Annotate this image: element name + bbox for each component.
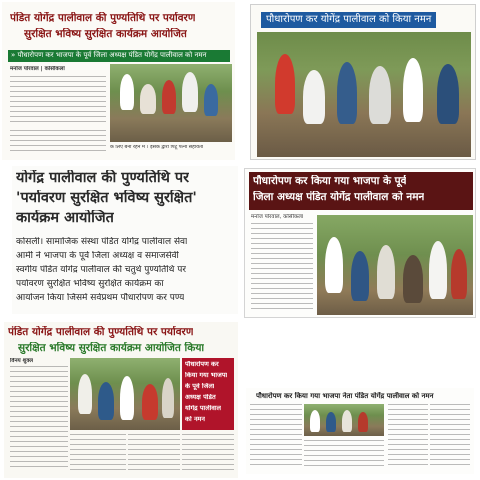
clip4-photo xyxy=(317,215,473,315)
clip1-body-column xyxy=(10,76,106,122)
clip5-body-column-3 xyxy=(128,434,180,474)
clip3-body-line3: स्वर्गीय पंडित योगेंद्र पालीवाल की चतुर्थ पुण्यतिथि पर xyxy=(16,265,187,275)
clip3-body-line5: आयोजन किया जिसमें सर्वप्रथम पौधारोपण कर पण्य xyxy=(16,293,185,303)
clip4-headline-line1: पौधारोपण कर किया गया भाजपा के पूर्व xyxy=(253,175,407,187)
clip1-body-column-2 xyxy=(10,130,106,154)
newspaper-clipping-1 xyxy=(2,2,235,160)
clip5-sidebar-line5: योगेंद्र पालीवाल xyxy=(185,405,221,412)
clip5-title-line2: सुरक्षित भविष्य सुरक्षित कार्यक्रम आयोजित किया xyxy=(18,342,205,354)
clip5-body-column-2 xyxy=(70,434,126,474)
clip5-sidebar-line2: किया गया भाजपा xyxy=(185,372,228,379)
clip1-title-line1: पंडित योगेंद्र पालीवाल की पुण्यतिथि पर पर्यावरण xyxy=(10,12,196,24)
clip5-byline: विनय शुक्ल xyxy=(10,358,34,364)
clip6-body-column-2 xyxy=(304,440,384,468)
clip6-body-column-3 xyxy=(388,404,428,468)
clip3-headline-line3: कार्यक्रम आयोजित xyxy=(16,210,114,226)
newspaper-clipping-6 xyxy=(246,388,474,474)
clip5-sidebar-line6: को नमन xyxy=(185,416,206,423)
newspaper-clipping-4 xyxy=(244,168,476,318)
clip5-title-line1: पंडित योगेंद्र पालीवाल की पुण्यतिथि पर पर्यावरण xyxy=(8,326,194,338)
clip5-body-column-4 xyxy=(182,434,234,474)
newspaper-clipping-3 xyxy=(12,166,238,314)
clip4-headline-line2: जिला अध्यक्ष पंडित योगेंद्र पालीवाल को नमन xyxy=(253,191,425,203)
clip1-photo-caption: के लिए बना रहने में । इसके द्वारा पिंटू पत्नी सहायता xyxy=(110,145,204,150)
clip5-sidebar-line4: अध्यक्ष पंडित xyxy=(185,394,216,401)
clip5-body-column xyxy=(10,366,68,470)
clip6-body-column-1 xyxy=(250,404,302,468)
clip1-title-line2: सुरक्षित भविष्य सुरक्षित कार्यक्रम आयोजित xyxy=(24,28,187,40)
clip6-photo xyxy=(304,404,384,436)
clip1-photo xyxy=(110,64,232,142)
newspaper-clipping-2 xyxy=(250,4,476,160)
clip5-sidebar-line3: के पूर्व जिला xyxy=(185,383,215,390)
clip2-headline: पौधारोपण कर योगेंद्र पालीवाल को किया नमन xyxy=(261,12,436,28)
clip6-body-column-4 xyxy=(430,404,470,468)
clip3-body-line2: आर्मी ने भाजपा के पूर्व जिला अध्यक्ष व समाजसेवी xyxy=(16,251,179,261)
clip1-byline: मनोज पोरवाल | कोसीकलां xyxy=(10,66,65,72)
clip3-body-line4: पर्यावरण सुरक्षित भविष्य सुरक्षित कार्यक्रम का xyxy=(16,279,164,289)
clip6-headline: पौधारोपण कर किया गया भाजपा नेता पंडित योगेंद्र पालीवाल को नमन xyxy=(256,392,434,400)
clip5-sidebar-line1: पौधारोपण कर xyxy=(185,361,219,368)
clip4-byline: मनोज पोरवाल, कोसीकलां xyxy=(251,214,304,220)
newspaper-clipping-5 xyxy=(4,322,238,478)
clip4-body-column xyxy=(251,223,313,313)
clip3-headline-line1: योगेंद्र पालीवाल की पुण्यतिथि पर xyxy=(16,170,190,186)
clip2-photo xyxy=(257,32,471,157)
clip3-body-line1: कोसली। सामाजिक संस्था पंडित योगेंद्र पालीवाल सेवा xyxy=(16,237,188,247)
clip1-subhead-strip: » पौधारोपण कर भाजपा के पूर्व जिला अध्यक्ष पंडित योगेंद्र पालीवाल को नमन xyxy=(8,50,230,62)
clip5-photo xyxy=(70,358,180,430)
clip3-headline-line2: 'पर्यावरण सुरक्षित भविष्य सुरक्षित' xyxy=(16,190,197,206)
